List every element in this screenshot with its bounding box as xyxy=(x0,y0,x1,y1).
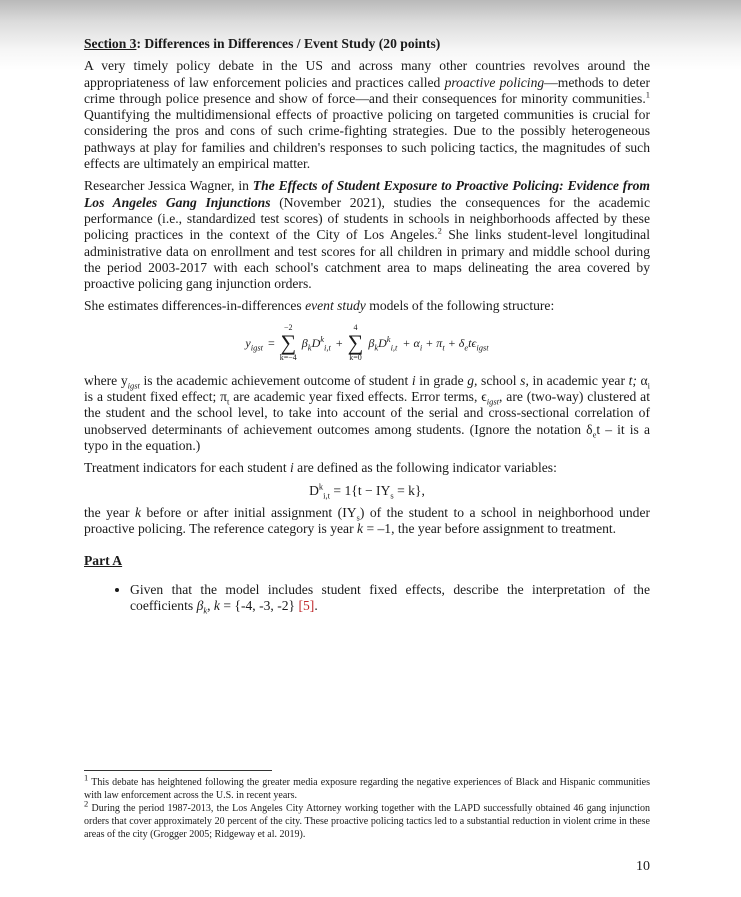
indicator-equation xyxy=(84,483,650,499)
treatment-t1: Treatment indicators for each student xyxy=(84,460,290,476)
year-sub: s xyxy=(356,512,360,523)
section-title: : Differences in Differences / Event Study (20 points) xyxy=(136,36,441,51)
intro-paragraph xyxy=(84,58,650,172)
treatment-t2: are defined as the following indicator variables: xyxy=(293,460,557,476)
q-comma: , xyxy=(207,598,214,614)
eq-beta-2: β xyxy=(368,335,375,350)
where-t1: where y xyxy=(84,372,128,388)
where-i: i xyxy=(411,372,416,388)
where-s1: igst xyxy=(127,380,140,391)
where-s5: e xyxy=(592,429,597,440)
eq-plus: + xyxy=(335,335,343,350)
footnote-ref-2: 2 xyxy=(437,225,442,236)
eq-alpha: + α xyxy=(402,335,420,350)
eq-d-2-sup: k xyxy=(386,333,391,344)
where-t10: t – it is a typo in the equation.) xyxy=(84,421,650,453)
document-page xyxy=(84,36,650,614)
estimates-text-b: models of the following structure: xyxy=(365,298,555,314)
part-a-heading: Part A xyxy=(84,553,123,569)
paper-title: The Effects of Student Exposure to Proactive Policing: Evidence from Los Angeles Gang Injunctions xyxy=(84,178,650,210)
part-a-list xyxy=(84,582,650,615)
part-a-question xyxy=(130,582,650,615)
fn1-mark: 1 xyxy=(84,772,89,783)
estimates-text-a: She estimates differences-in-differences xyxy=(84,298,306,314)
eq-d-sup: k xyxy=(320,333,325,344)
year-b: before or after initial assignment (IY xyxy=(141,504,357,520)
eq-pi: + π xyxy=(422,335,443,350)
year-a: the year xyxy=(84,504,135,520)
sum-1-upper: −2 xyxy=(284,322,293,332)
q-text: Given that the model includes student fixed effects, describe the interpretation of the coefficients xyxy=(130,581,650,614)
q-set: = {-4, -3, -2} xyxy=(219,598,299,614)
where-t4: school xyxy=(477,372,521,388)
eq-beta: β xyxy=(301,335,308,350)
eq-d-2-sub: i,t xyxy=(390,341,398,352)
footnote-1 xyxy=(84,772,650,802)
fn2-mark: 2 xyxy=(84,798,89,809)
ind-sup: k xyxy=(318,481,324,491)
where-g: g, xyxy=(467,372,478,388)
sum-1-lower: k=−4 xyxy=(279,352,297,362)
ind-sub: i,t xyxy=(323,490,331,501)
ind-sub2: s xyxy=(390,490,394,501)
sum-1 xyxy=(280,323,297,363)
q-beta-sub: k xyxy=(203,605,208,616)
where-t7: is a student fixed effect; π xyxy=(84,389,227,405)
event-study-equation xyxy=(84,323,650,363)
eq-epsilon-sub: igst xyxy=(476,341,489,352)
points-badge: [5] xyxy=(298,598,315,614)
researcher-text-a: Researcher Jessica Wagner, in xyxy=(84,178,253,194)
where-t: t; xyxy=(628,372,637,388)
fn1-text: This debate has heightened following the greater media exposure regarding the negative experiences of Black and Hispanic communities with law enforcement across the U.S. in recent years. xyxy=(84,777,650,801)
estimates-paragraph xyxy=(84,298,650,314)
year-paragraph xyxy=(84,505,650,538)
where-s2: i xyxy=(647,380,650,391)
treatment-i: i xyxy=(290,460,294,476)
intro-italic: proactive policing xyxy=(444,74,545,90)
q-beta: β xyxy=(196,598,204,614)
where-t3: in grade xyxy=(415,372,468,388)
sum-2-upper: 4 xyxy=(353,322,358,332)
year-c: ) of the student to a school in neighborhood under proactive policing. The reference category is year xyxy=(84,504,650,537)
sum-2-lower: k=0 xyxy=(349,352,362,362)
where-paragraph xyxy=(84,373,650,454)
eq-beta-sub: k xyxy=(307,341,312,352)
eq-lhs: y xyxy=(245,335,251,350)
eq-epsilon: tϵ xyxy=(468,335,477,350)
section-label: Section 3 xyxy=(84,36,137,51)
footnote-ref-1: 1 xyxy=(645,89,650,100)
where-s3: t xyxy=(226,396,230,407)
page-number: 10 xyxy=(636,859,650,874)
fn2-text: During the period 1987-2013, the Los Angeles City Attorney working together with the LAPD successfully obtained 46 gang injunction orders that cover approximately 20 percent of the city. These proactive policing tactics led to a substantial reduction in violent crime in these areas of the city (Grogger 2005; Ridgeway et al. 2019). xyxy=(84,803,650,840)
where-t5: in academic year xyxy=(528,372,629,388)
eq-pi-sub: t xyxy=(442,341,445,352)
eq-alpha-sub: i xyxy=(419,341,423,352)
ind-rest: = 1{t − IY xyxy=(330,482,391,498)
where-t2: is the academic achievement outcome of student xyxy=(139,372,412,388)
year-k1: k xyxy=(134,504,141,520)
researcher-paragraph xyxy=(84,178,650,292)
ind-d: D xyxy=(309,482,319,498)
eq-delta-sub: e xyxy=(464,341,469,352)
researcher-text-c: She links student-level longitudinal administrative data on enrollment and test scores for all children in primary and middle school during the period 2003-2017 with each school's catchment area to maps delineating the area covered by proactive policing gang injunction orders. xyxy=(84,227,650,292)
eq-delta: + δ xyxy=(444,335,465,350)
where-s: s, xyxy=(520,372,529,388)
intro-text-c: Quantifying the multidimensional effects of proactive policing on targeted communities is crucial for considering the pros and cons of such crime-fighting strategies. Due to the possibly heterogeneous pathways at play for families and children's responses to such policing tactics, the magnitudes of such effects are ultimately an empirical matter. xyxy=(84,107,650,172)
q-period: . xyxy=(314,598,318,614)
section-heading xyxy=(84,36,650,52)
sum-2 xyxy=(348,323,364,363)
eq-d-2: D xyxy=(378,335,387,350)
estimates-italic: event study xyxy=(305,298,366,314)
eq-equals: = xyxy=(267,335,275,350)
footnotes xyxy=(84,772,650,841)
where-s4: igst xyxy=(486,396,500,407)
intro-text-b: —methods to deter crime through police presence and show of force—and their consequences for minority communities. xyxy=(84,74,650,106)
eq-tail xyxy=(402,335,488,351)
footnote-2 xyxy=(84,798,650,841)
where-t8: are academic year fixed effects. Error terms, ϵ xyxy=(229,389,487,405)
footnote-divider xyxy=(84,770,272,771)
eq-beta-2-sub: k xyxy=(374,341,379,352)
where-t9: , are (two-way) clustered at the student and the school level, to take into account of the serial and cross-sectional correlation of unobserved determinants of achievement outcomes among students. (Ignore the notation δ xyxy=(84,389,650,437)
intro-text-a: A very timely policy debate in the US and across many other countries revolves around the appropriateness of law enforcement policies and practices called xyxy=(84,58,650,90)
researcher-text-b: (November 2021), studies the consequences for the academic performance (i.e., standardized test scores) of students in schools in neighborhoods affected by these policing practices in the context of the City of Los Angeles. xyxy=(84,194,650,243)
q-k: k xyxy=(213,598,220,614)
ind-end: = k}, xyxy=(393,482,425,498)
where-t6: α xyxy=(636,372,648,388)
eq-d: D xyxy=(311,335,321,350)
eq-d-sub: i,t xyxy=(324,341,331,352)
sigma-icon: ∑ xyxy=(347,329,364,355)
sigma-icon: ∑ xyxy=(280,329,297,355)
treatment-paragraph xyxy=(84,460,650,476)
eq-lhs-sub: igst xyxy=(250,341,263,352)
year-k2: k xyxy=(357,521,364,537)
year-d: = –1, the year before assignment to treatment. xyxy=(363,521,617,537)
